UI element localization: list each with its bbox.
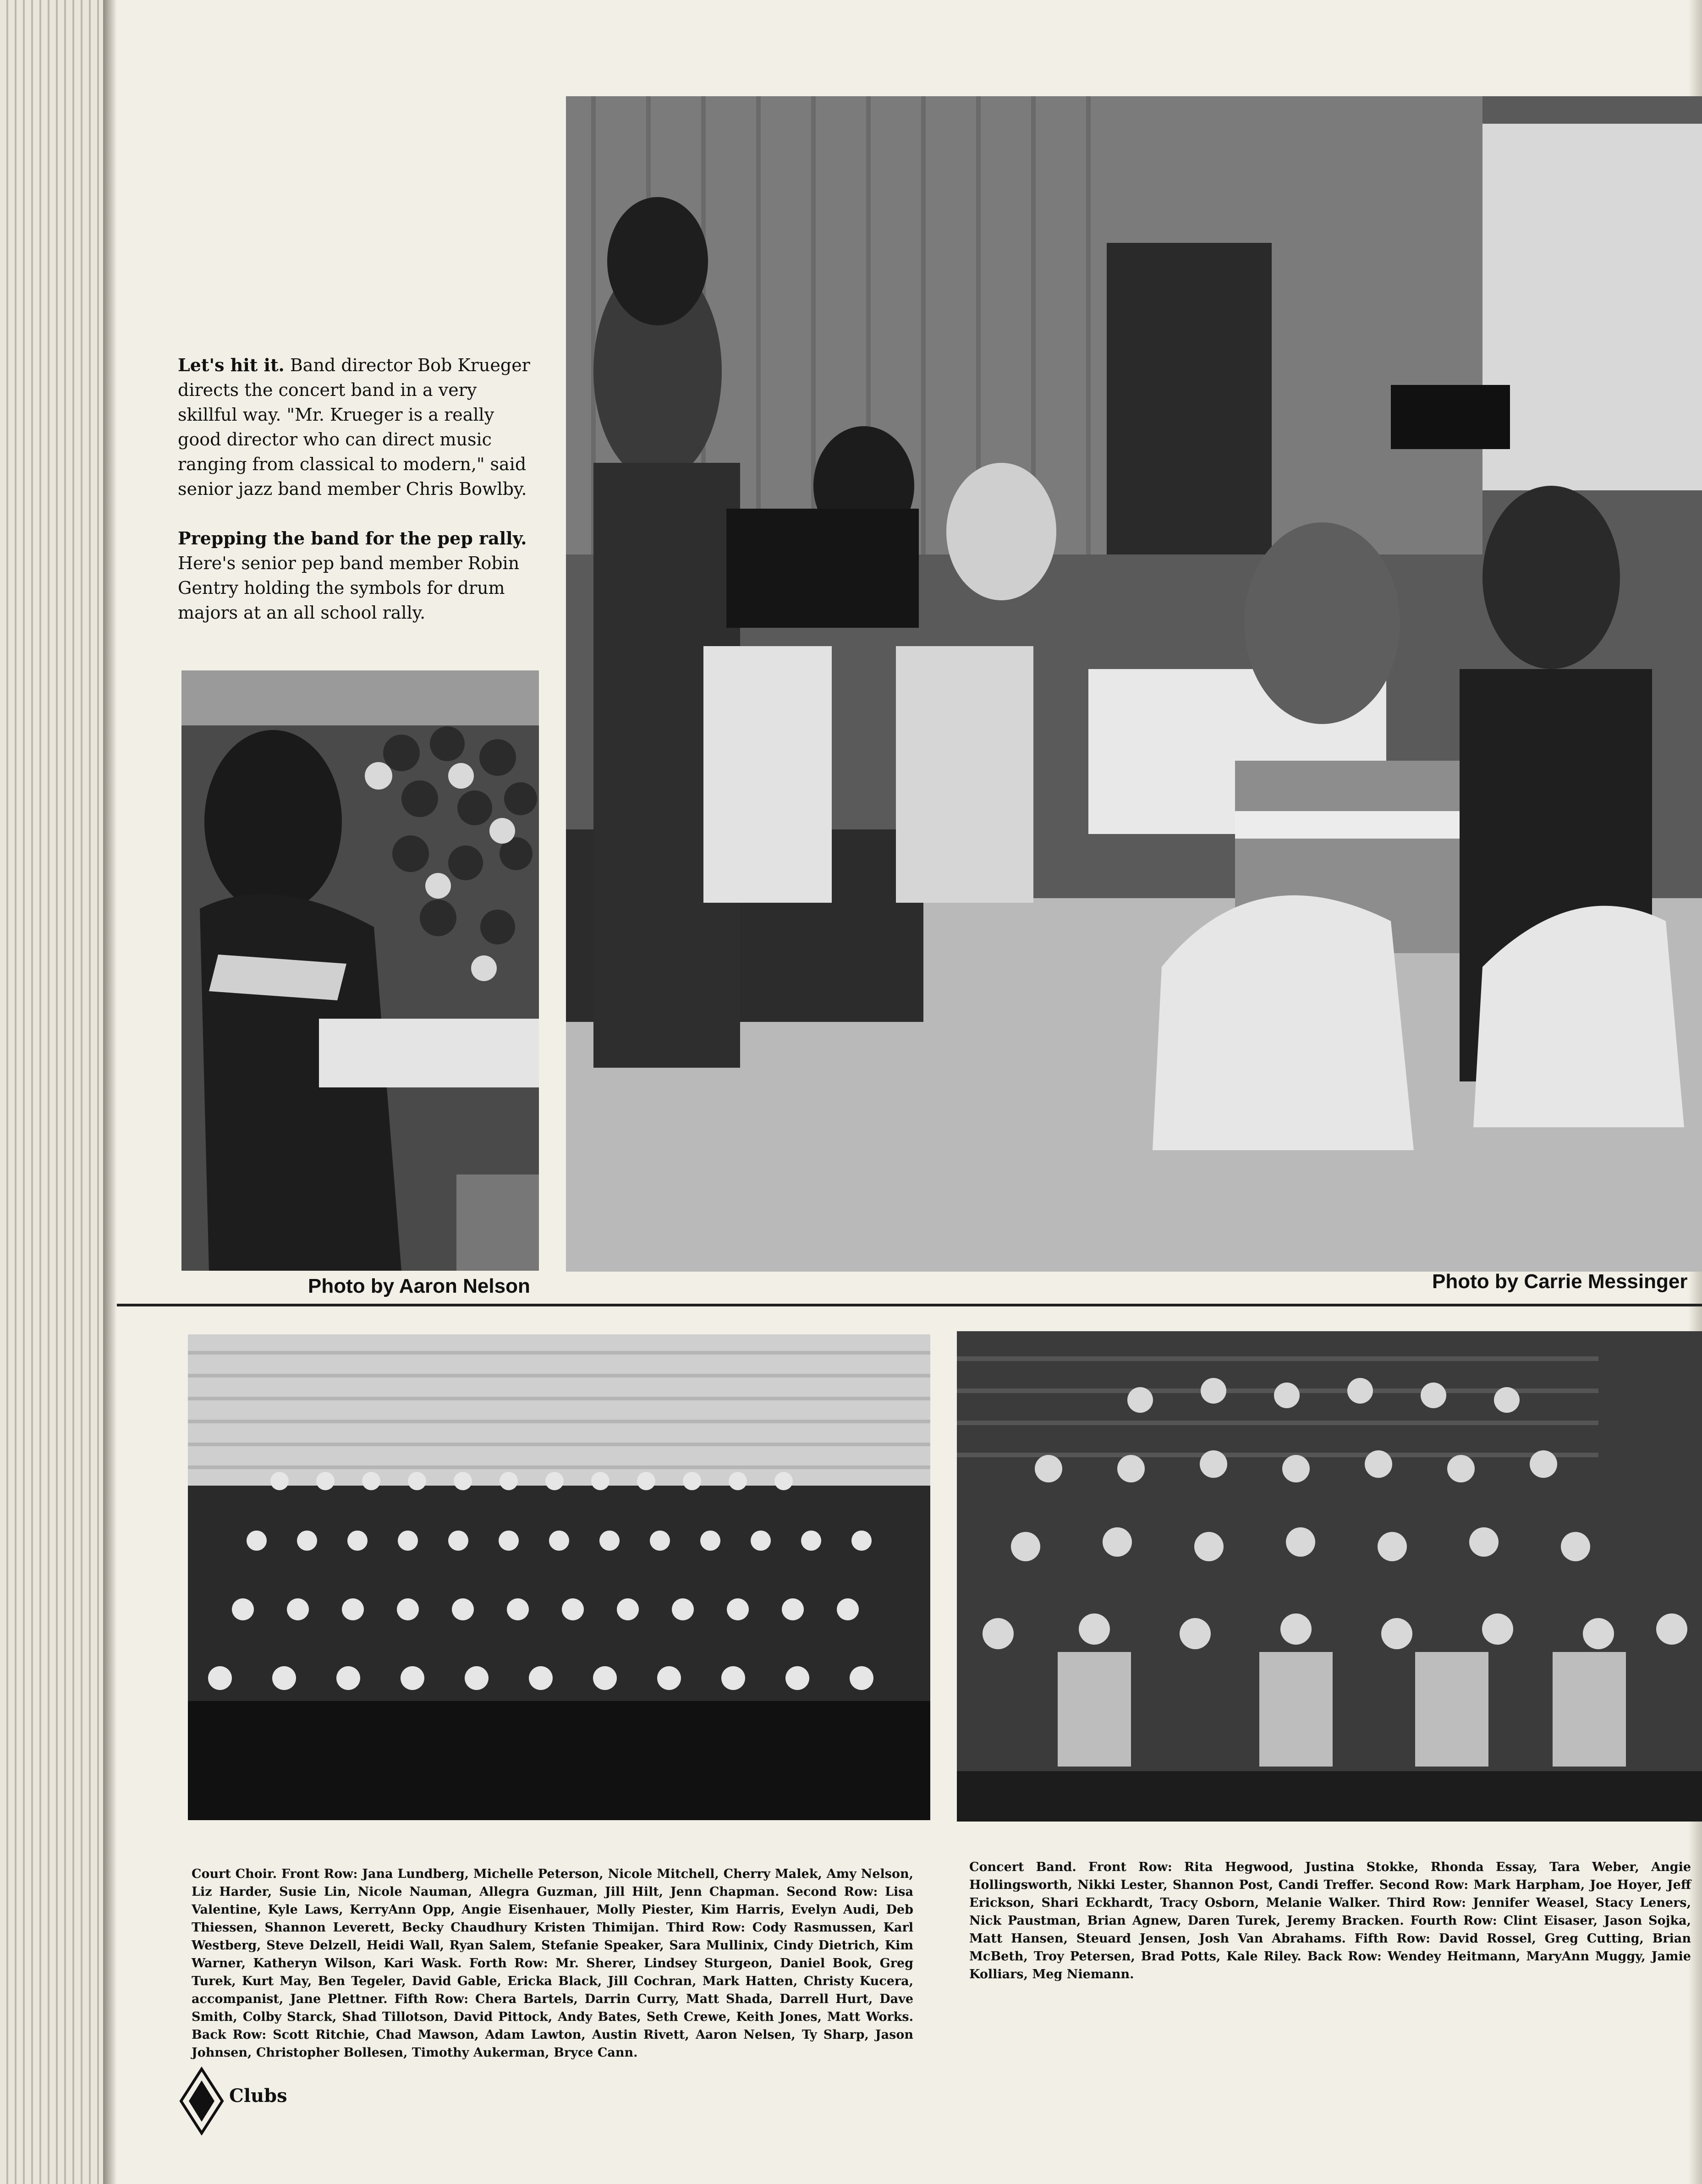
choir-name-list: Court Choir. Front Row: Jana Lundberg, Michelle Peterson, Nicole Mitchell, Cherry Malek, Amy Nelson, Liz Harder, Susie Lin, Nicole Nauman, Allegra Guzman, Jill Hilt, Jenn Chapman. Second Row: Lisa Valentine, Kyle Laws, KerryAnn Opp, Angie Eisenhauer, Molly Piester, Kim Harris, Evelyn Audi, Deb Thiessen, Shannon Leverett, Becky Chaudhury Kristen Thimijan. Third Row: Cody Rasmussen, Karl Westberg, Steve Delzell, Heidi Wall, Ryan Salem, Stefanie Speaker, Sara Mullinix, Cindy Dietrich, Kim Warner, Katheryn Wilson, Kari Wask. Forth Row: Mr. Sherer, Lindsey Sturgeon, Daniel Book, Greg Turek, Kurt May, Ben Tegeler, David Gable, Ericka Black, Jill Cochran, Mark Hatten, Christy Kucera, accompanist, Jane Plettner. Fifth Row: Chera Bartels, Darrin Curry, Matt Shada, Darrell Hurt, Dave Smith, Colby Starck, Shad Tillotson, David Pittock, Andy Bates, Seth Crewe, Keith Jones, Matt Works. Back Row: Scott Ritchie, Chad Mawson, Adam Lawton, Austin Rivett, Aaron Nelsen, Ty Sharp, Jason Johnsen, Christopher Bollesen, Timothy Aukerman, Bryce Cann.	[192, 1867, 913, 2060]
concert-band-photo	[566, 96, 1702, 1272]
pep-rally-photo-art	[181, 670, 539, 1271]
section-label: Clubs	[229, 2085, 287, 2107]
photo-credit-right: Photo by Carrie Messinger	[1432, 1270, 1688, 1293]
band-group-photo	[957, 1331, 1702, 1822]
band-caption-body: Band director Bob Krueger directs the concert band in a very skillful way. "Mr. Krueger is a really good director who can direct music ranging from classical to modern," said senior jazz band member Chris Bowlby.	[178, 355, 530, 499]
band-caption-lead: Let's hit it.	[178, 355, 285, 375]
pep-rally-photo	[181, 670, 539, 1271]
photo-captions	[178, 353, 535, 650]
section-divider	[117, 1304, 1702, 1306]
pep-caption-body: Here's senior pep band member Robin Gentry holding the symbols for drum majors at an all school rally.	[178, 553, 520, 623]
page-binding	[0, 0, 115, 2184]
pep-rally-caption	[178, 526, 535, 625]
page-folio	[179, 2067, 362, 2135]
choir-group-photo	[188, 1334, 930, 1820]
pep-caption-lead: Prepping the band for the pep rally.	[178, 528, 527, 549]
band-director-caption	[178, 353, 535, 501]
diamond-icon	[179, 2067, 225, 2135]
photo-credit-left: Photo by Aaron Nelson	[308, 1275, 530, 1297]
choir-group-photo-art	[188, 1334, 930, 1820]
band-group-photo-art	[957, 1331, 1702, 1822]
binding-shadow	[103, 0, 117, 2184]
band-name-list: Concert Band. Front Row: Rita Hegwood, Justina Stokke, Rhonda Essay, Tara Weber, Angie Hollingsworth, Nikki Lester, Shannon Post, Candi Treffer. Second Row: Mark Harpham, Joe Hoyer, Jeff Erickson, Shari Eckhardt, Tracy Osborn, Melanie Walker. Third Row: Jennifer Weasel, Stacy Leners, Nick Paustman, Brian Agnew, Daren Turek, Jeremy Bracken. Fourth Row: Clint Eisaser, Jason Sojka, Matt Hansen, Steuard Jensen, Josh Van Abrahams. Fifth Row: David Rossel, Greg Cutting, Brian McBeth, Troy Petersen, Brad Potts, Kale Riley. Back Row: Wendey Heitmann, MaryAnn Muggy, Jamie Kolliars, Meg Niemann.	[969, 1860, 1691, 1981]
concert-band-photo-art	[566, 96, 1702, 1272]
